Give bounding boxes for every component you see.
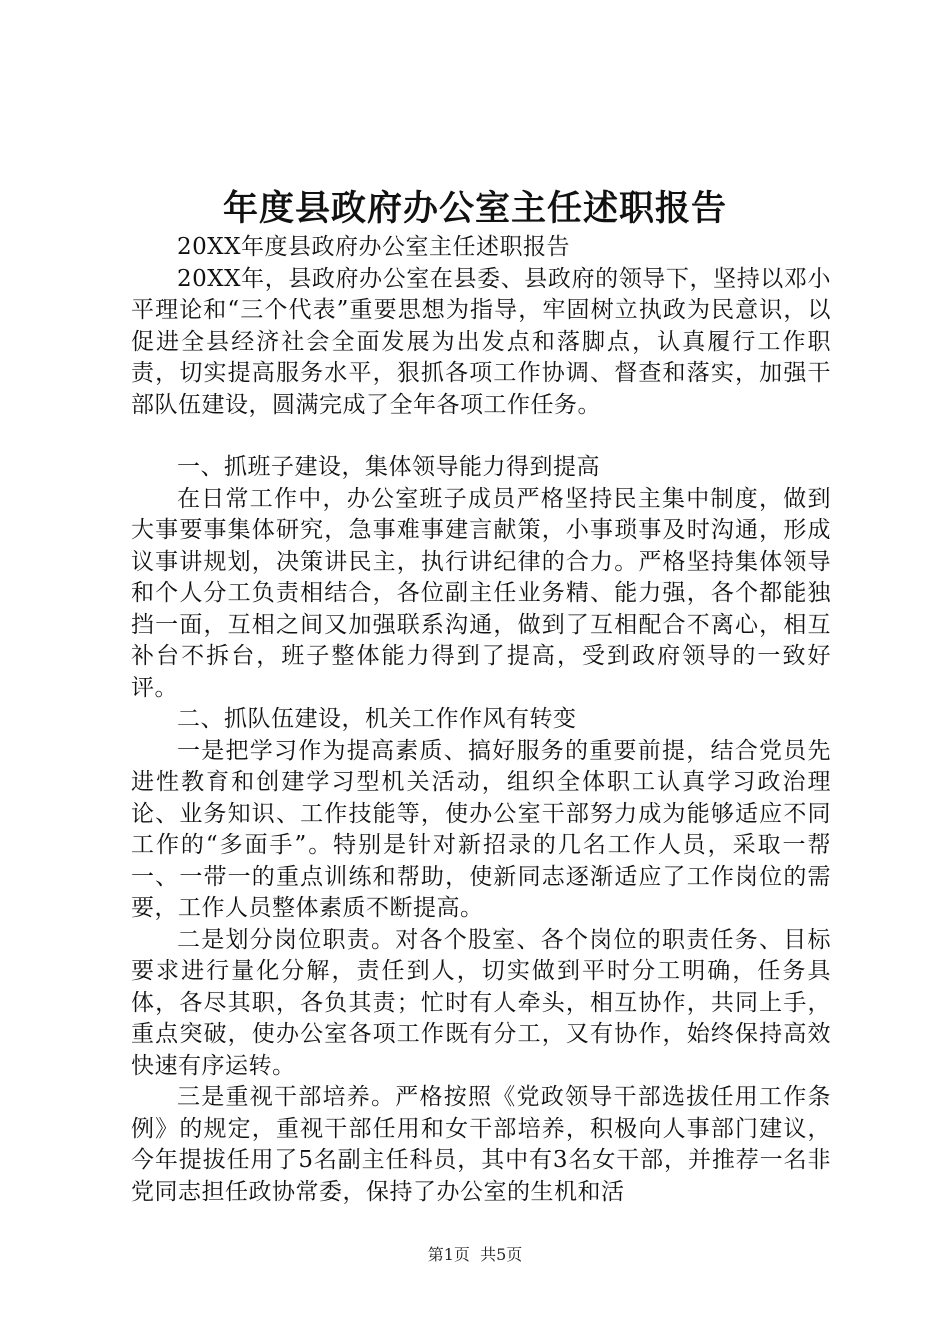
- section-heading-2: 二、抓队伍建设，机关工作作风有转变: [177, 706, 577, 732]
- page-number: 第1页: [427, 1245, 470, 1264]
- document-body: [131, 232, 831, 1208]
- document-title: 年度县政府办公室主任述职报告: [222, 188, 727, 229]
- section-2-paragraph-2: 二是划分岗位职责。对各个股室、各个岗位的职责任务、目标要求进行量化分解，责任到人，切实做到平时分工明确，任务具体，各尽其职，各负其责；忙时有人牵头，相互协作，共同上手，重点突破，使办公室各项工作既有分工，又有协作，始终保持高效快速有序运转。: [131, 926, 831, 1079]
- section-1-paragraph: 在日常工作中，办公室班子成员严格坚持民主集中制度，做到大事要事集体研究，急事难事建言献策，小事琐事及时沟通，形成议事讲规划，决策讲民主，执行讲纪律的合力。严格坚持集体领导和个人分工负责相结合，各位副主任业务精、能力强，各个都能独挡一面，互相之间又加强联系沟通，做到了互相配合不离心，相互补台不拆台，班子整体能力得到了提高，受到政府领导的一致好评。: [131, 485, 831, 701]
- subtitle-paragraph: 20XX年度县政府办公室主任述职报告: [177, 234, 571, 260]
- page-footer: [0, 1244, 950, 1266]
- total-pages: 共5页: [480, 1245, 523, 1264]
- section-heading-1: 一、抓班子建设，集体领导能力得到提高: [177, 454, 600, 480]
- intro-paragraph: 20XX年，县政府办公室在县委、县政府的领导下，坚持以邓小平理论和“三个代表”重要思想为指导，牢固树立执政为民意识，以促进全县经济社会全面发展为出发点和落脚点，认真履行工作职责，切实提高服务水平，狠抓各项工作协调、督查和落实，加强干部队伍建设，圆满完成了全年各项工作任务。: [131, 265, 831, 418]
- section-2-paragraph-3: 三是重视干部培养。严格按照《党政领导干部选拔任用工作条例》的规定，重视干部任用和女干部培养，积极向人事部门建议，今年提拔任用了5名副主任科员，其中有3名女干部，并推荐一名非党同志担任政协常委，保持了办公室的生机和活: [131, 1084, 831, 1205]
- section-2-paragraph-1: 一是把学习作为提高素质、搞好服务的重要前提，结合党员先进性教育和创建学习型机关活动，组织全体职工认真学习政治理论、业务知识、工作技能等，使办公室干部努力成为能够适应不同工作的“多面手”。特别是针对新招录的几名工作人员，采取一帮一、一带一的重点训练和帮助，使新同志逐渐适应了工作岗位的需要，工作人员整体素质不断提高。: [131, 737, 831, 921]
